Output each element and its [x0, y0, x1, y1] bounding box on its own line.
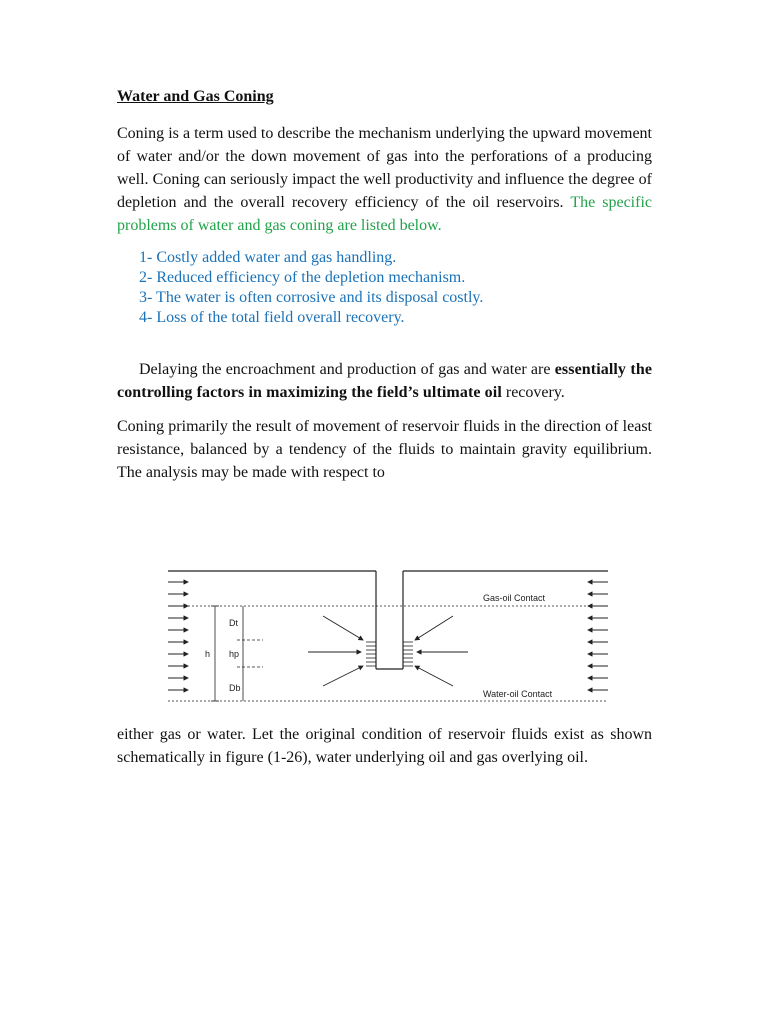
delay-paragraph [117, 358, 652, 404]
coning-paragraph: Coning primarily the result of movement of reservoir fluids in the direction of least resistance, balanced by a tendency of the fluids to maintain gravity equilibrium. The analysis may be made with respect to [117, 418, 652, 481]
list-item: 1- Costly added water and gas handling. [139, 249, 397, 266]
delay-bold: essentially the controlling factors in maximizing the field’s ultimate oil [117, 361, 653, 401]
closing-section [117, 723, 652, 780]
intro-paragraph [117, 122, 652, 237]
intro-highlight: The specific problems of water and gas coning are listed below. [117, 194, 652, 234]
intro-text: Coning is a term used to describe the mechanism underlying the upward movement of water and/or the down movement of gas into the perforations of a producing well. Coning can seriously impact the well productivity and influence the degree of depletion and the overall recovery efficiency of the oil reservoirs. [117, 125, 652, 211]
water-oil-contact-label: Water-oil Contact [483, 689, 553, 699]
closing-paragraph: either gas or water. Let the original condition of reservoir fluids exist as shown schematically in figure (1-26), water underlying oil and gas overlying oil. [117, 726, 652, 766]
h-label: h [205, 649, 211, 659]
dt-label: Dt [229, 618, 238, 628]
gas-oil-contact-label: Gas-oil Contact [483, 593, 546, 603]
problems-list [117, 248, 652, 328]
list-item: 4- Loss of the total field overall recovery. [139, 309, 405, 326]
coning-figure [163, 566, 613, 706]
list-item: 3- The water is often corrosive and its disposal costly. [139, 289, 484, 306]
hp-label: hp [229, 649, 240, 659]
delay-start: Delaying the encroachment and production of gas and water are [139, 361, 551, 378]
delay-end: recovery. [505, 384, 565, 401]
db-label: Db [229, 683, 241, 693]
section-title: Water and Gas Coning [117, 88, 274, 105]
list-item: 2- Reduced efficiency of the depletion mechanism. [139, 269, 466, 286]
document-body [117, 86, 652, 495]
